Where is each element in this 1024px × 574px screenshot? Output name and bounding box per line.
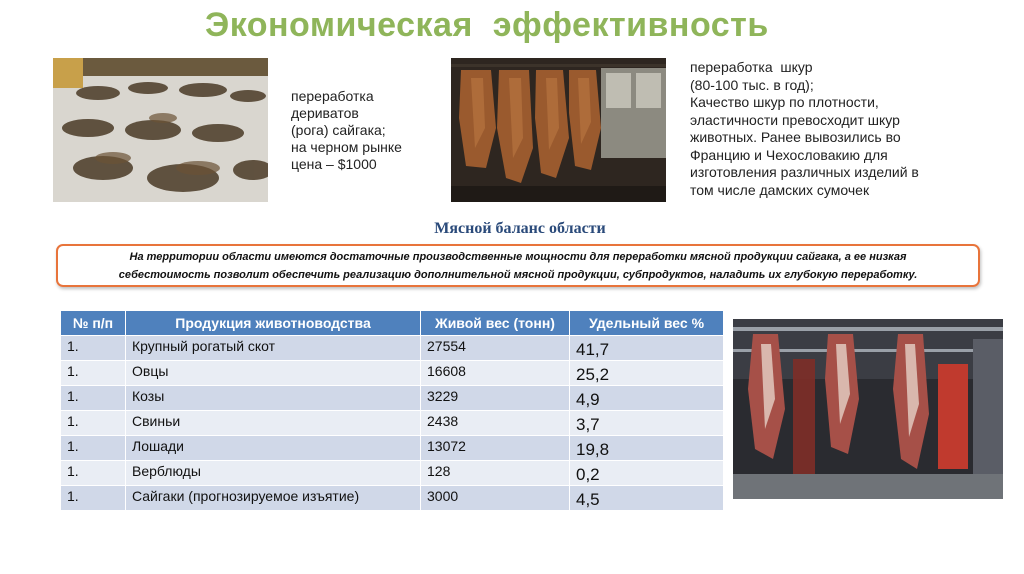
header-number: № п/п <box>61 311 126 336</box>
table-row <box>61 486 724 511</box>
hides-description: переработка шкур (80-100 тыс. в год); Качество шкур по плотности, эластичности превосходит шкур животных. Ранее вывозились во Францию и Чехословакию для изготовления различных изделий в том числе дамских сумочек <box>690 59 919 198</box>
row-share: 3,7 <box>576 415 600 434</box>
row-live-weight: 13072 <box>427 438 466 454</box>
row-live-weight: 3229 <box>427 388 459 404</box>
row-share: 41,7 <box>576 340 610 359</box>
row-number: 1. <box>67 488 79 504</box>
row-share: 4,9 <box>576 390 600 409</box>
callout-line-2: себестоимость позволит обеспечить реализацию дополнительной мясной продукции, субпродуктов, наладить их глубокую переработку. <box>118 268 918 281</box>
row-number: 1. <box>67 363 79 379</box>
header-share: Удельный вес % <box>570 311 724 336</box>
row-product: Овцы <box>132 363 169 379</box>
row-number: 1. <box>67 438 79 454</box>
row-number: 1. <box>67 463 79 479</box>
saiga-horns-photo <box>53 58 268 202</box>
table-row <box>61 336 724 361</box>
row-share: 4,5 <box>576 490 600 509</box>
table-row <box>61 386 724 411</box>
table-row <box>61 436 724 461</box>
capacity-callout <box>56 244 980 287</box>
slide-title: Экономическая эффективность <box>205 6 769 44</box>
header-live-weight: Живой вес (тонн) <box>421 311 570 336</box>
row-number: 1. <box>67 388 79 404</box>
row-live-weight: 16608 <box>427 363 466 379</box>
row-live-weight: 27554 <box>427 338 466 354</box>
livestock-table <box>60 310 724 511</box>
table-row <box>61 461 724 486</box>
header-product: Продукция животноводства <box>126 311 421 336</box>
row-live-weight: 2438 <box>427 413 459 429</box>
row-product: Крупный рогатый скот <box>132 338 276 354</box>
row-share: 0,2 <box>576 465 600 484</box>
row-product: Верблюды <box>132 463 201 479</box>
meat-balance-heading: Мясной баланс области <box>434 220 606 237</box>
row-live-weight: 128 <box>427 463 451 479</box>
row-number: 1. <box>67 338 79 354</box>
table-row <box>61 411 724 436</box>
row-product: Лошади <box>132 438 184 454</box>
row-product: Козы <box>132 388 165 404</box>
row-number: 1. <box>67 413 79 429</box>
callout-line-1: На территории области имеются достаточные производственные мощности для переработки мясной продукции сайгака, а ее низкая <box>129 250 907 263</box>
meat-carcasses-photo <box>733 319 1003 499</box>
row-live-weight: 3000 <box>427 488 459 504</box>
row-share: 19,8 <box>576 440 610 459</box>
row-share: 25,2 <box>576 365 610 384</box>
row-product: Сайгаки (прогнозируемое изъятие) <box>132 488 360 504</box>
table-header-row <box>61 311 724 336</box>
row-product: Свиньи <box>132 413 181 429</box>
table-row <box>61 361 724 386</box>
saiga-hides-photo <box>451 58 666 202</box>
horns-description: переработка дериватов (рога) сайгака; на черном рынке цена – $1000 <box>291 88 402 172</box>
